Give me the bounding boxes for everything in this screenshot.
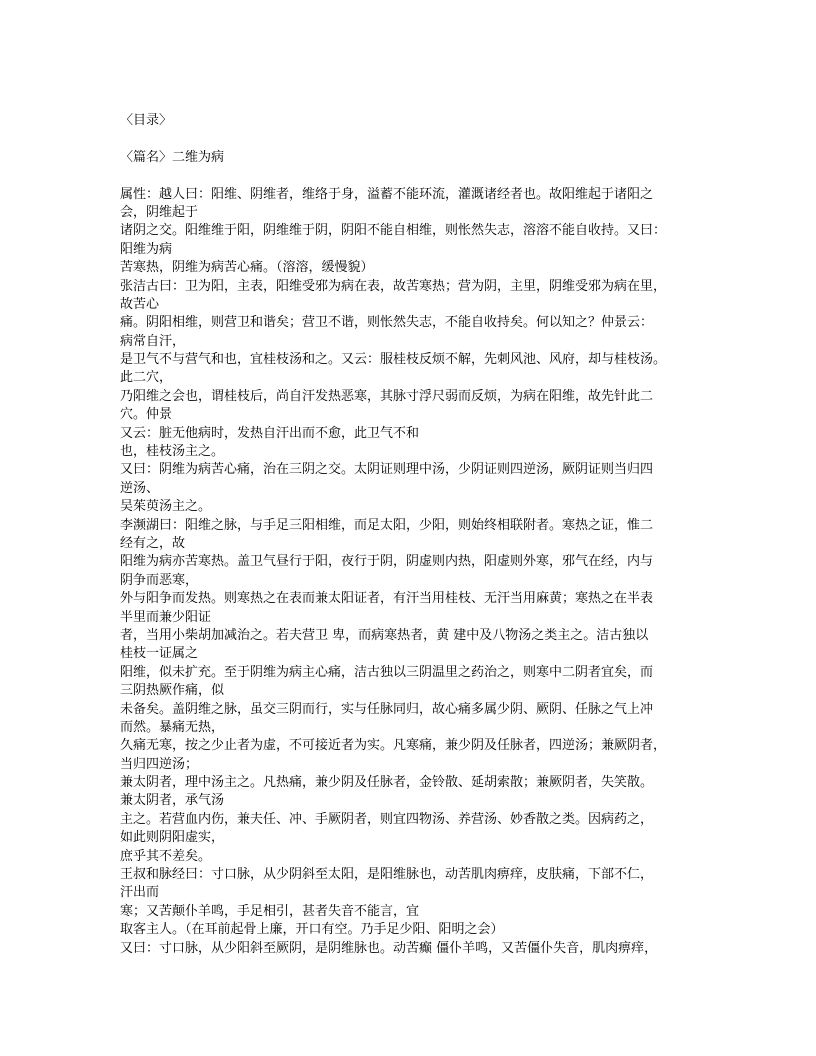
document-body: [120, 186, 680, 958]
document-page: [120, 112, 680, 958]
text-line: 故苦心: [120, 296, 160, 312]
text-line: 桂枝一证属之: [120, 646, 199, 662]
text-line: 三阴热厥作痛，似: [120, 683, 225, 699]
text-line: 当归四逆汤；: [120, 756, 199, 772]
text-line: 张洁古曰：卫为阳，主表，阳维受邪为病在表，故苦寒热；营为阴，主里，阴维受邪为病在里，: [120, 278, 667, 294]
text-line: 取客主人。（在耳前起骨上廉，开口有空。乃手足少阳、阳明之会）: [120, 922, 504, 938]
text-line: 阳维，似未扩充。至于阴维为病主心痛，洁古独以三阴温里之药治之，则寒中二阴者宜矣，而: [120, 664, 654, 680]
text-line: 阳维为病亦苦寒热。盖卫气昼行于阳，夜行于阴，阴虚则内热，阳虚则外寒，邪气在经，内与: [120, 554, 654, 570]
text-line: 又曰：阴维为病苦心痛，治在三阴之交。太阴证则理中汤，少阴证则四逆汤，厥阴证则当归四: [120, 462, 654, 478]
text-line: 李濒湖曰：阳维之脉，与手足三阳相维，而足太阳，少阳，则始终相联附者。寒热之证，惟二: [120, 517, 654, 533]
text-line: 穴。仲景: [120, 407, 173, 423]
text-line: 阳维为病: [120, 241, 173, 257]
text-line: 痛。阴阳相维，则营卫和谐矣；营卫不谐，则怅然失志，不能自收持矣。何以知之？仲景云：: [120, 315, 654, 331]
text-line: 属性：越人曰：阳维、阴维者，维络于身，溢蓄不能环流，灌溉诸经者也。故阳维起于诸阳之: [120, 186, 654, 202]
text-line: 吴茱萸汤主之。: [120, 499, 212, 515]
text-line: 苦寒热，阴维为病苦心痛。（溶溶，缓慢貌）: [120, 260, 374, 276]
text-line: 病常自汗，: [120, 333, 186, 349]
text-line: 半里而兼少阳证: [120, 609, 212, 625]
text-line: 未备矣。盖阴维之脉，虽交三阴而行，实与任脉同归，故心痛多属少阴、厥阴、任脉之气上冲: [120, 701, 654, 717]
text-line: 而然。暴痛无热，: [120, 719, 225, 735]
text-line: 此二穴，: [120, 370, 173, 386]
text-line: 久痛无寒，按之少止者为虚，不可接近者为实。凡寒痛，兼少阴及任脉者，四逆汤；兼厥阴者，: [120, 738, 667, 754]
chapter-title: 〈篇名〉二维为病: [120, 149, 225, 165]
text-line: 如此则阴阳虚实，: [120, 830, 225, 846]
text-line: 阴争而恶寒，: [120, 572, 199, 588]
text-line: 又曰：寸口脉，从少阳斜至厥阴，是阴维脉也。动苦癫 僵仆羊鸣，又苦僵仆失音，肌肉痹痒，: [120, 940, 658, 956]
text-line: 会，阴维起于: [120, 204, 199, 220]
text-line: 庶乎其不差矣。: [120, 848, 212, 864]
text-line: 主之。若营血内伤，兼夫任、冲、手厥阴者，则宜四物汤、养营汤、妙香散之类。因病药之，: [120, 811, 654, 827]
text-line: 是卫气不与营气和也，宜桂枝汤和之。又云：服桂枝反烦不解，先刺风池、风府，却与桂枝汤。: [120, 352, 667, 368]
text-line: 汗出而: [120, 885, 160, 901]
text-line: 寒；又苦颠仆羊鸣，手足相引，甚者失音不能言，宜: [120, 903, 420, 919]
text-line: 者，当用小柴胡加减治之。若夫营卫 卑，而病寒热者，黄 建中及八物汤之类主之。洁古独以: [120, 627, 649, 643]
text-line: 经有之，故: [120, 535, 186, 551]
spacer: [120, 167, 680, 185]
text-line: 乃阳维之会也，谓桂枝后，尚自汗发热恶寒，其脉寸浮尺弱而反烦，为病在阳维，故先针此二: [120, 388, 654, 404]
text-line: 也，桂枝汤主之。: [120, 444, 225, 460]
table-of-contents-heading: 〈目录〉: [120, 113, 173, 128]
text-line: 又云：脏无他病时，发热自汗出而不愈，此卫气不和: [120, 425, 420, 441]
text-line: 外与阳争而发热。则寒热之在表而兼太阳证者，有汗当用桂枝、无汗当用麻黄；寒热之在半表: [120, 591, 654, 607]
spacer: [120, 130, 680, 148]
text-line: 兼太阴者，理中汤主之。凡热痛，兼少阴及任脉者，金铃散、延胡索散；兼厥阴者，失笑散。: [120, 775, 654, 791]
text-line: 兼太阴者，承气汤: [120, 793, 225, 809]
text-line: 逆汤、: [120, 480, 160, 496]
text-line: 诸阴之交。阳维维于阳，阴维维于阴，阴阳不能自相维，则怅然失志，溶溶不能自收持。又曰：: [120, 223, 667, 239]
text-line: 王叔和脉经曰：寸口脉，从少阴斜至太阳，是阳维脉也，动苦肌肉痹痒，皮肤痛，下部不仁，: [120, 867, 654, 883]
